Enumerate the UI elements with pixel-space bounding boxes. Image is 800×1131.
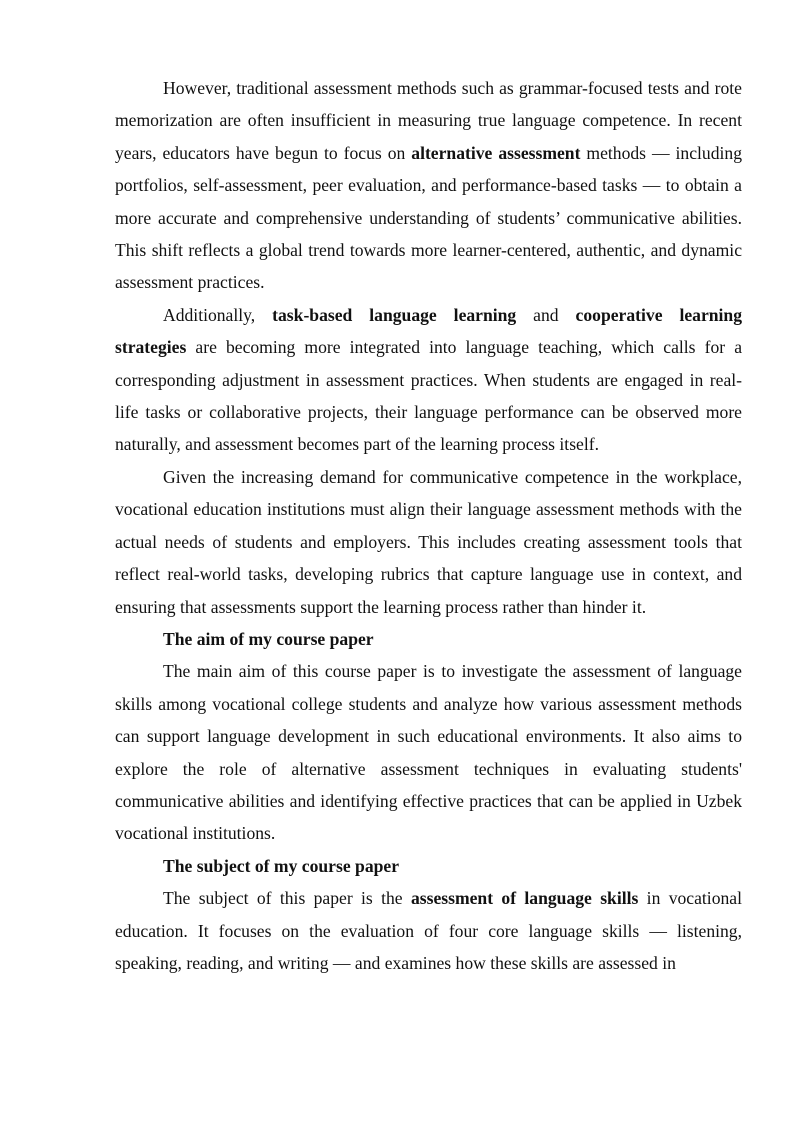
document-page bbox=[115, 72, 742, 979]
text-run: in vocational education. It focuses on the evaluation of four core language skills — listening, speaking, reading, and writing — and examines how these skills are assessed in bbox=[115, 888, 742, 973]
bold-term-alternative-assessment: alternative assessment bbox=[411, 142, 581, 163]
text-run: However, traditional assessment methods such as grammar-focused tests and rote memorization are often insufficient in measuring true language competence. In recent years, educators have begun to focus on bbox=[115, 78, 742, 163]
bold-term-cooperative-learning: cooperative learning strategies bbox=[115, 304, 743, 358]
paragraph-workplace-demand: Given the increasing demand for communicative competence in the workplace, vocational education institutions must align their language assessment methods with the actual needs of students and employers. This includes creating assessment tools that reflect real-world tasks, developing rubrics that capture language use in context, and ensuring that assessments support the learning process rather than hinder it. bbox=[115, 466, 742, 617]
text-run: methods — including portfolios, self-assessment, peer evaluation, and performance-based tasks — to obtain a more accurate and comprehensive understanding of students’ communicative abilities. This shift reflects a global trend towards more learner-centered, authentic, and dynamic assessment practices. bbox=[115, 142, 742, 293]
paragraph-subject bbox=[115, 882, 742, 979]
text-run: Additionally, bbox=[163, 304, 273, 325]
heading-aim: The aim of my course paper bbox=[163, 628, 374, 649]
paragraph-task-based-learning bbox=[115, 299, 742, 461]
text-run: and bbox=[516, 304, 576, 325]
paragraph-traditional-assessment bbox=[115, 72, 742, 299]
bold-term-assessment-of-language-skills: assessment of language skills bbox=[410, 888, 639, 909]
text-run: The subject of this paper is the bbox=[163, 888, 411, 909]
text-run: are becoming more integrated into language teaching, which calls for a corresponding adjustment in assessment practices. When students are engaged in real-life tasks or collaborative projects, their language performance can be observed more naturally, and assessment becomes part of the learning process itself. bbox=[115, 337, 742, 455]
paragraph-aim: The main aim of this course paper is to investigate the assessment of language skills among vocational college students and analyze how various assessment methods can support language development in such educational environments. It also aims to explore the role of alternative assessment techniques in evaluating students' communicative abilities and identifying effective practices that can be applied in Uzbek vocational institutions. bbox=[115, 661, 742, 844]
bold-term-task-based-learning: task-based language learning bbox=[272, 304, 517, 325]
heading-subject: The subject of my course paper bbox=[163, 855, 400, 876]
